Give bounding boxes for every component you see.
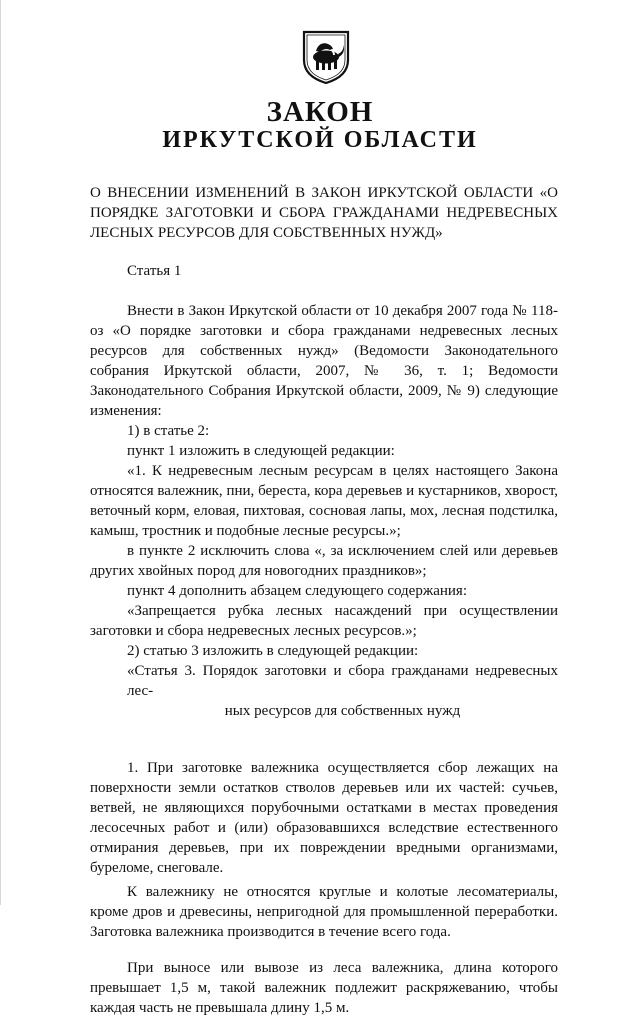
item-1: 1) в статье 2: [127,423,210,439]
article-label: Статья 1 [127,263,182,279]
item-2: 2) статью 3 изложить в следующей редакции: [127,643,419,659]
document-subtitle: О ВНЕСЕНИИ ИЗМЕНЕНИЙ В ЗАКОН ИРКУТСКОЙ ОБЛАСТИ «О ПОРЯДКЕ ЗАГОТОВКИ И СБОРА ГРАЖДАНАМИ НЕДРЕВЕСНЫХ ЛЕСНЫХ РЕСУРСОВ ДЛЯ СОБСТВЕННЫХ НУЖД» [90,185,558,241]
intro-paragraph: Внести в Закон Иркутской области от 10 декабря 2007 года № 118-оз «О порядке заготовки и сбора гражданами недревесных лесных ресурсов для собственных нужд» (Ведомости Законодательного собрания Иркутской области, 2007, № 36, т. 1; Ведомости Законодательного Собрания Иркутской области, 2009, № 9) следующие изменения: [90,303,558,419]
item-1-point-2: в пункте 2 исключить слова «, за исключением слей или деревьев других хвойных пород для новогодних праздников»; [90,543,558,579]
article-3-heading-end: ных ресурсов для собственных нужд [224,703,461,719]
item-1-point-1-text: «1. К недревесным лесным ресурсам в целях настоящего Закона относятся валежник, пни, береста, кора деревьев и кустарников, хворост, веточный корм, еловая, пихтовая, сосновая лапы, мох, лесная подстилка, камыш, тростник и подобные лесные ресурсы.»; [90,463,558,539]
item-1-point-4-text: «Запрещается рубка лесных насаждений при осуществлении заготовки и сбора недревесных лесных ресурсов.»; [90,603,558,639]
article-3-paragraph-3: При выносе или вывозе из леса валежника, длина которого превышает 1,5 м, такой валежник подлежит раскряжеванию, чтобы каждая часть не превышала длину 1,5 м. [90,960,558,1016]
article-3-heading-start: «Статья 3. Порядок заготовки и сбора гражданами недревесных лес- [127,663,558,699]
item-1-point-1: пункт 1 изложить в следующей редакции: [127,443,395,459]
article-3-heading [90,661,558,721]
law-title: ЗАКОН [266,96,374,128]
article-3-paragraph-1: 1. При заготовке валежника осуществляется сбор лежащих на поверхности земли остатков стволов деревьев или их частей: сучьев, ветвей, не являющихся порубочными остатками в местах проведения лесосечных работ и (или) образовавшихся вследствие естественного отмирания деревьев, при их повреждении вредными организмами, буреломе, снеговале. [90,760,558,876]
region-title: ИРКУТСКОЙ ОБЛАСТИ [162,127,478,153]
irkutsk-coat-of-arms-icon [302,30,350,84]
document-body [90,183,558,1018]
article-3-paragraph-2: К валежнику не относятся круглые и колотые лесоматериалы, кроме дров и древесины, непригодной для промышленной переработки. Заготовка валежника производится в течение всего года. [90,884,558,940]
item-1-point-4: пункт 4 дополнить абзацем следующего содержания: [127,583,467,599]
